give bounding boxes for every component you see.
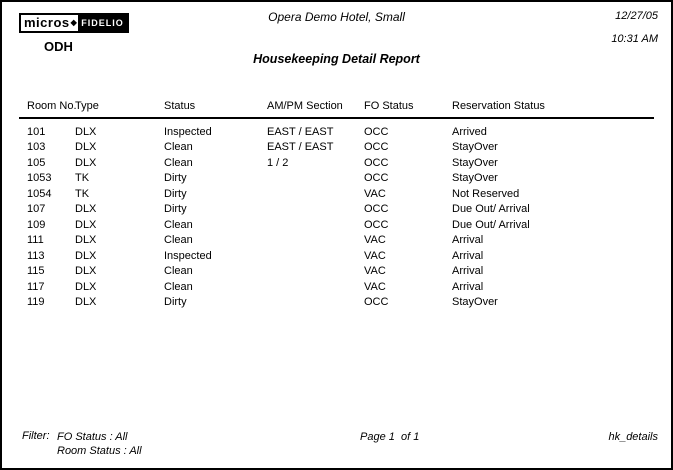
table-cell: DLX (75, 265, 97, 278)
column-header-type: Type (75, 100, 164, 118)
table-cell: Clean (164, 218, 193, 231)
report-file-name: hk_details (608, 431, 658, 443)
filter-room-status: Room Status : All (57, 445, 142, 457)
table-cell: 107 (27, 203, 46, 216)
table-cell: 103 (27, 141, 46, 154)
report-time: 10:31 AM (611, 33, 658, 45)
table-cell: Arrival (452, 280, 484, 293)
table-cell: DLX (75, 249, 97, 262)
table-cell: StayOver (452, 141, 498, 154)
table-row (19, 248, 654, 264)
table-cell: StayOver (452, 172, 498, 185)
table-cell: Due Out/ Arrival (452, 203, 530, 216)
column-header-room-no: Room No. (19, 100, 75, 118)
table-cell: VAC (364, 280, 386, 293)
table-cell: 119 (27, 296, 45, 309)
table-cell: VAC (364, 265, 386, 278)
table-cell: 117 (27, 280, 45, 293)
table-row (19, 295, 654, 311)
table-cell: OCC (364, 203, 389, 216)
table-cell (267, 202, 364, 218)
page-number: Page 1 of 1 (360, 431, 420, 443)
table-cell: DLX (75, 234, 97, 247)
table-cell: DLX (75, 203, 97, 216)
table-row (19, 233, 654, 249)
column-header-reservation-status: Reservation Status (452, 100, 654, 118)
table-cell: Not Reserved (452, 187, 520, 200)
filter-label: Filter: (22, 430, 50, 442)
table-cell: OCC (364, 172, 389, 185)
column-header-ampm-section: AM/PM Section (267, 100, 364, 118)
table-cell: DLX (75, 141, 97, 154)
table-cell (267, 279, 364, 295)
table-cell: Dirty (164, 187, 187, 200)
column-header-fo-status: FO Status (364, 100, 452, 118)
table-row (19, 279, 654, 295)
table-cell: 1054 (27, 187, 52, 200)
table-cell: DLX (75, 296, 97, 309)
table-cell: Clean (164, 265, 193, 278)
table-cell: OCC (364, 156, 389, 169)
table-cell: EAST / EAST (267, 141, 334, 154)
table-cell: Clean (164, 156, 193, 169)
table-cell (267, 233, 364, 249)
report-table (19, 100, 654, 310)
table-body (19, 118, 654, 310)
logo-fidelio-text: FIDELIO (78, 15, 127, 31)
table-cell: VAC (364, 234, 386, 247)
table-cell (267, 171, 364, 187)
logo-micros-text: micros ◆ (21, 15, 78, 31)
table-cell: OCC (364, 296, 389, 309)
table-cell: Dirty (164, 172, 187, 185)
table-cell: EAST / EAST (267, 125, 334, 138)
table-header-row (19, 100, 654, 118)
property-code: ODH (44, 39, 73, 54)
table-cell: Inspected (164, 249, 212, 262)
table-row (19, 217, 654, 233)
table-cell: StayOver (452, 156, 498, 169)
table-cell: Arrived (452, 125, 487, 138)
diamond-icon: ◆ (70, 18, 78, 27)
table-row (19, 186, 654, 202)
table-cell: DLX (75, 280, 97, 293)
table-cell: Dirty (164, 296, 187, 309)
table-cell: 1053 (27, 172, 52, 185)
filter-fo-status: FO Status : All (57, 431, 128, 443)
table-cell: Arrival (452, 234, 484, 247)
table-cell: Clean (164, 141, 193, 154)
table-cell: 1 / 2 (267, 156, 289, 169)
table-row (19, 140, 654, 156)
table-row (19, 264, 654, 280)
table-cell (267, 186, 364, 202)
table-cell: 105 (27, 156, 46, 169)
table-cell: OCC (364, 125, 389, 138)
table-cell: Arrival (452, 249, 484, 262)
table-cell: 109 (27, 218, 46, 231)
table-cell: 113 (27, 249, 45, 262)
table-cell (267, 295, 364, 311)
table-row (19, 202, 654, 218)
table-cell: 115 (27, 265, 45, 278)
table-row (19, 171, 654, 187)
page-title: Housekeeping Detail Report (253, 52, 420, 66)
table-cell: Clean (164, 234, 193, 247)
table-cell (267, 264, 364, 280)
table-cell: TK (75, 172, 90, 185)
table-cell: Clean (164, 280, 193, 293)
table-cell: DLX (75, 125, 97, 138)
table-cell: 101 (27, 125, 46, 138)
hotel-name: Opera Demo Hotel, Small (268, 10, 405, 24)
column-header-status: Status (164, 100, 267, 118)
report-date: 12/27/05 (615, 10, 658, 22)
table-cell (267, 217, 364, 233)
table-cell: Arrival (452, 265, 484, 278)
table-cell: Due Out/ Arrival (452, 218, 530, 231)
table-cell: TK (75, 187, 90, 200)
filter-values (57, 430, 142, 458)
table-cell: OCC (364, 218, 389, 231)
table-cell (267, 248, 364, 264)
table-cell: StayOver (452, 296, 498, 309)
table-cell: Dirty (164, 203, 187, 216)
table-cell: VAC (364, 249, 386, 262)
table-cell: DLX (75, 156, 97, 169)
table-row (19, 118, 654, 140)
table-cell: 111 (27, 234, 44, 247)
table-cell: VAC (364, 187, 386, 200)
table-cell: DLX (75, 218, 97, 231)
table-cell: OCC (364, 141, 389, 154)
table-cell: Inspected (164, 125, 212, 138)
table-row (19, 155, 654, 171)
